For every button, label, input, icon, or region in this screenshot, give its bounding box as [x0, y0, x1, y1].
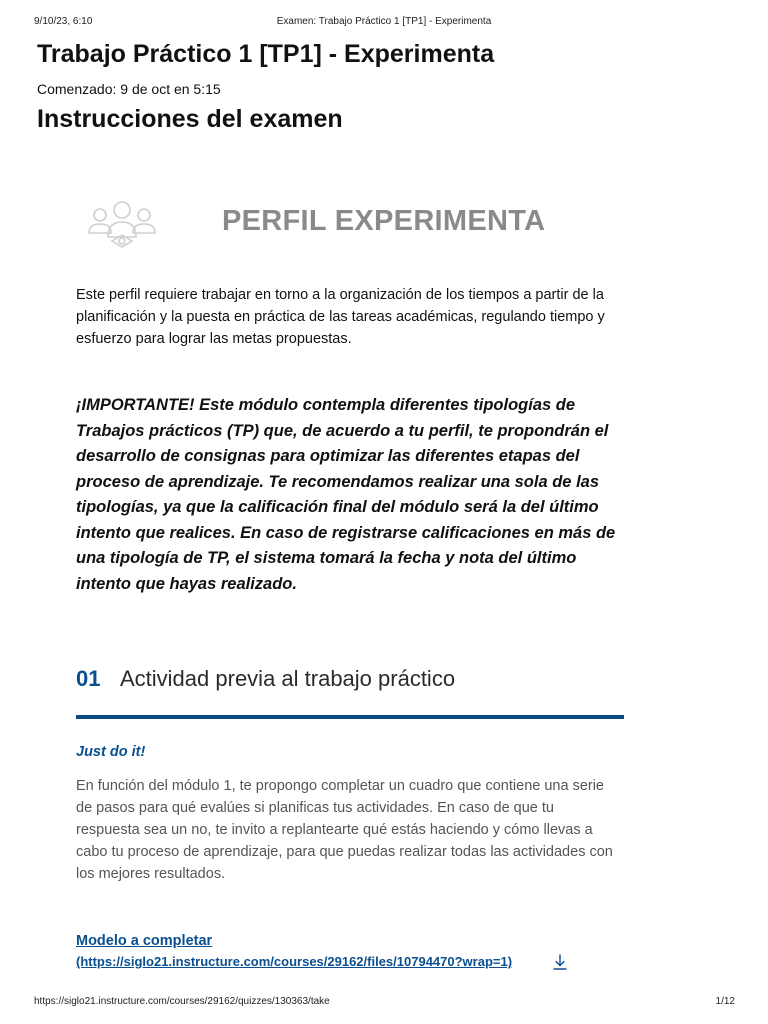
profile-description: Este perfil requiere trabajar en torno a la organización de los tiempos a partir de la planificación y la puesta en práctica de las tareas académicas, regulando tiempo y esfuerzo para lograr las metas propuestas.	[76, 287, 605, 347]
page-title: Trabajo Práctico 1 [TP1] - Experimenta	[37, 40, 495, 68]
print-document-title: Examen: Trabajo Práctico 1 [TP1] - Experimenta	[276, 16, 492, 27]
people-group-icon	[86, 197, 158, 249]
print-header	[0, 16, 768, 30]
activity-title: Actividad previa al trabajo práctico	[120, 666, 456, 691]
print-url: https://siglo21.instructure.com/courses/29162/quizzes/130363/take	[34, 996, 330, 1007]
activity-number: 01	[76, 666, 101, 691]
print-date: 9/10/23, 6:10	[34, 16, 93, 27]
model-link-url[interactable]: (https://siglo21.instructure.com/courses/29162/files/10794470?wrap=1)	[76, 954, 513, 969]
profile-banner	[76, 195, 624, 255]
activity-description: En función del módulo 1, te propongo completar un cuadro que contiene una serie de pasos para qué evalúes si planificas tus actividades. En caso de que tu respuesta sea un no, te invito a replantearte qué estás haciendo y cómo llevas a cabo tu proceso de aprendizaje, para que puedas realizar todas las actividades con los mejores resultados.	[76, 778, 613, 882]
activity-divider	[76, 715, 624, 719]
download-icon[interactable]	[552, 953, 568, 971]
exam-instructions-heading: Instrucciones del examen	[37, 105, 343, 133]
activity-subtitle: Just do it!	[76, 744, 146, 760]
started-timestamp: Comenzado: 9 de oct en 5:15	[37, 81, 221, 97]
model-link[interactable]: Modelo a completar	[76, 933, 213, 949]
profile-banner-title: PERFIL EXPERIMENTA	[222, 205, 546, 237]
important-notice: ¡IMPORTANTE! Este módulo contempla diferentes tipologías de Trabajos prácticos (TP) que, de acuerdo a tu perfil, te propondrán el desarrollo de consignas para optimizar las diferentes etapas del proceso de aprendizaje. Te recomendamos realizar una sola de las tipologías, ya que la calificación final del módulo será la del último intento que realices. En caso de registrarse calificaciones en más de una tipología de TP, el sistema tomará la fecha y nota del último intento que hayas realizado.	[76, 396, 616, 593]
print-footer	[0, 996, 768, 1010]
page-count: 1/12	[715, 996, 735, 1007]
